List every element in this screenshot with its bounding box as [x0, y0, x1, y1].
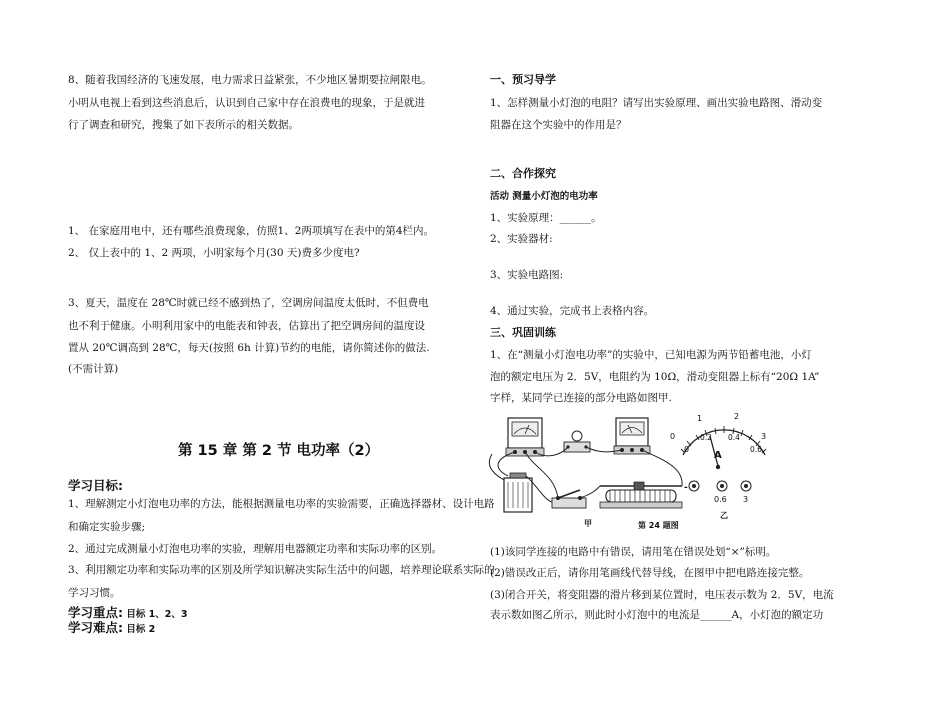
- figure-label-jia: 甲: [584, 519, 592, 528]
- part-1: (1)该同学连接的电路中有错误，请用笔在错误处划“×”标明。: [490, 546, 777, 558]
- part-3-line-2: 表示数如图乙所示，则此时小灯泡中的电流是______A，小灯泡的额定功: [490, 609, 824, 621]
- q8-line-3: 行了调查和研究，搜集了如下表所示的相关数据。: [68, 119, 299, 131]
- ammeter-device-icon: [614, 418, 650, 454]
- section-preview-heading: 一、预习导学: [490, 73, 556, 86]
- goal-3-line-1: 3、利用额定功率和实际功率的区别及所学知识解决实际生活中的问题，培养理论联系实际的: [68, 564, 495, 576]
- dial-bottom-tick-0.2: 0.2: [700, 433, 712, 442]
- q8-line-1: 8、随着我国经济的飞速发展，电力需求日益紧张，不少地区暑期要拉闸限电。: [68, 74, 432, 86]
- goal-1-line-2: 和确定实验步骤;: [68, 521, 146, 533]
- sub-question-3-line-4: (不需计算): [68, 363, 119, 375]
- terminal-label-0.6: 0.6: [714, 495, 727, 504]
- sub-question-3-line-2: 也不利于健康。小明利用家中的电能表和钟表，估算出了把空调房间的温度设: [68, 320, 425, 332]
- difficult-points-value: 目标 2: [126, 624, 156, 635]
- goals-heading: 学习目标:: [68, 478, 123, 493]
- item-equipment: 2、实验器材:: [490, 233, 553, 245]
- dial-bottom-tick-0.4: 0.4: [728, 433, 740, 442]
- dial-end-label-3: 3: [761, 432, 767, 441]
- terminal-label-3: 3: [743, 495, 749, 504]
- figure-caption: 第 24 题图: [638, 521, 679, 530]
- difficult-points: [68, 621, 155, 637]
- exercise-line-1: 1、在“测量小灯泡电功率”的实验中，已知电源为两节铅蓄电池，小灯: [490, 349, 812, 361]
- rheostat-icon: [600, 482, 682, 508]
- item-experiment: 4、通过实验，完成书上表格内容。: [490, 305, 655, 317]
- preview-question-line-2: 阻器在这个实验中的作用是？: [490, 119, 627, 131]
- dial-top-tick-2: 2: [734, 412, 740, 421]
- ammeter-unit-label: A: [714, 450, 722, 461]
- q8-line-2: 小明从电视上看到这些消息后，认识到自己家中存在浪费电的现象，于是就进: [68, 97, 425, 109]
- item-circuit: 3、实验电路图:: [490, 269, 564, 281]
- voltmeter-icon: [506, 418, 544, 456]
- goal-3-line-2: 学习习惯。: [68, 587, 121, 599]
- item-principle: 1、实验原理：______。: [490, 212, 602, 224]
- activity-heading: 活动 测量小灯泡的电功率: [490, 191, 598, 202]
- sub-question-3-line-1: 3、夏天，温度在 28℃时就已经不感到热了，空调房间温度太低时，不但费电: [68, 297, 429, 309]
- chapter-title: 第 15 章 第 2 节 电功率（2）: [178, 443, 380, 459]
- preview-question-line-1: 1、怎样测量小灯泡的电阻？请写出实验原理、画出实验电路图、滑动变: [490, 97, 823, 109]
- part-3-line-1: (3)闭合开关，将变阻器的滑片移到某位置时，电压表示数为 2．5V，电流: [490, 589, 834, 601]
- dial-bottom-tick-0.6: 0.6: [750, 445, 762, 454]
- key-points-label: 学习重点:: [68, 605, 123, 620]
- terminal-label-minus: -: [684, 483, 688, 493]
- exercise-line-3: 字样，某同学已连接的部分电路如图甲.: [490, 392, 672, 404]
- sub-question-2: 2、 仅上表中的 1、2 两项，小明家每个月(30 天)费多少度电?: [68, 247, 360, 259]
- sub-question-3-line-3: 置从 20℃调高到 28℃，每天(按照 6h 计算)节约的电能，请你简述你的做法.: [68, 342, 430, 354]
- key-points-value: 目标 1、2、3: [126, 609, 188, 620]
- part-2: (2)错误改正后，请你用笔画线代替导线，在图甲中把电路连接完整。: [490, 567, 810, 579]
- dial-bottom-tick-0: 0: [684, 445, 690, 454]
- ammeter-terminals: [689, 481, 751, 491]
- difficult-points-label: 学习难点:: [68, 620, 123, 635]
- figure-label-yi: 乙: [720, 511, 728, 520]
- circuit-figure: [488, 410, 778, 535]
- battery-icon: [504, 473, 532, 512]
- section-practice-heading: 三、巩固训练: [490, 326, 556, 339]
- dial-end-label-0: 0: [670, 432, 676, 441]
- section-explore-heading: 二、合作探究: [490, 167, 556, 180]
- bulb-icon: [564, 431, 590, 452]
- goal-1-line-1: 1、理解测定小灯泡电功率的方法，能根据测量电功率的实验需要，正确选择器材、设计电路: [68, 498, 495, 510]
- exercise-line-2: 泡的额定电压为 2．5V，电阻约为 10Ω，滑动变阻器上标有“20Ω 1A”: [490, 371, 820, 383]
- goal-2: 2、通过完成测量小灯泡电功率的实验，理解用电器额定功率和实际功率的区别。: [68, 543, 443, 555]
- dial-top-tick-1: 1: [697, 414, 703, 423]
- sub-question-1: 1、 在家庭用电中，还有哪些浪费现象，仿照1、2两项填写在表中的第4栏内。: [68, 225, 435, 237]
